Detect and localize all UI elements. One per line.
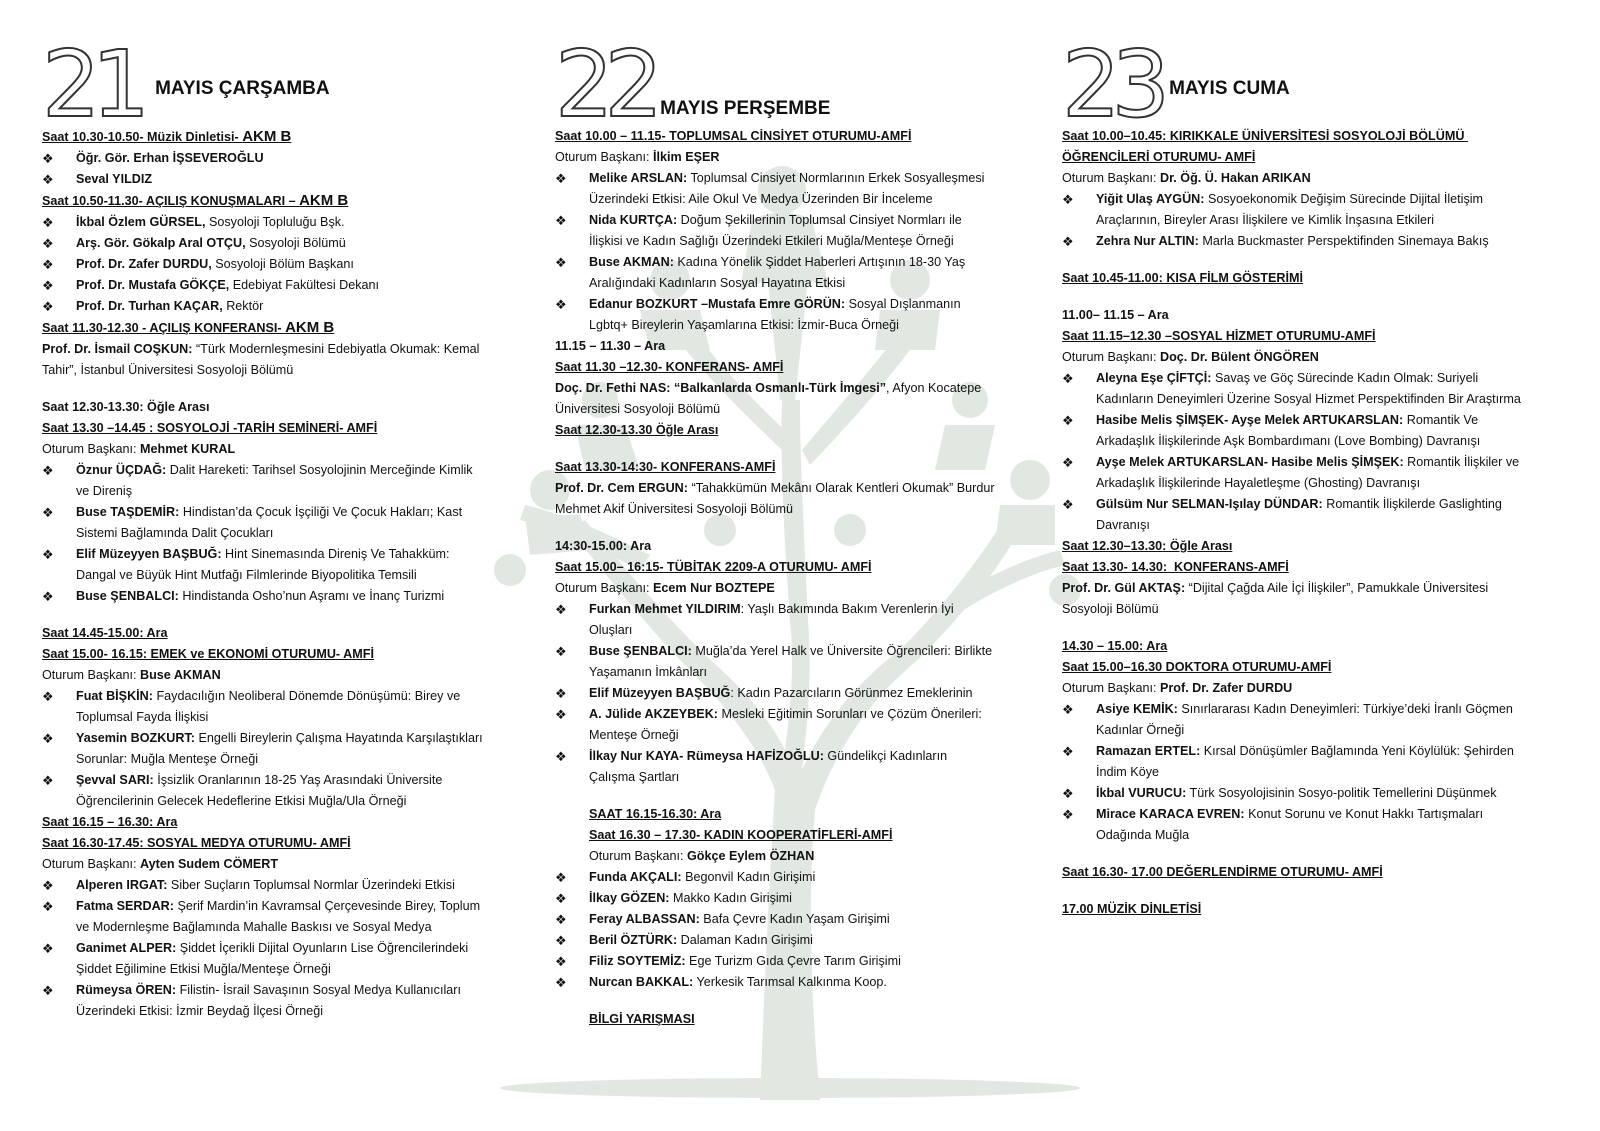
- list-item: [555, 746, 995, 788]
- day-column-22: [555, 31, 995, 1030]
- list-item: [42, 275, 487, 296]
- session-time-title: Saat 16.15 – 16.30: Ara: [42, 815, 178, 829]
- speaker-name: Melike ARSLAN:: [589, 171, 688, 185]
- chair-name: Ecem Nur BOZTEPE: [653, 581, 775, 595]
- session-time-title: BİLGİ YARIŞMASI: [589, 1012, 695, 1026]
- session-time-title: Saat 12.30-13.30 Öğle Arası: [555, 423, 719, 437]
- conference-speaker: [555, 478, 995, 520]
- speaker-name: Prof. Dr. İsmail COŞKUN:: [42, 342, 193, 356]
- session-time-title: Saat 10.45-11.00: KISA FİLM GÖSTERİMİ: [1062, 271, 1303, 285]
- speaker-name: Alperen IRGAT:: [76, 878, 168, 892]
- speaker-name: Hasibe Melis ŞİMŞEK- Ayşe Melek ARTUKARSLAN:: [1096, 413, 1404, 427]
- session-chair: [555, 147, 995, 168]
- day-column-23: [1062, 31, 1532, 920]
- diamond-bullet-icon: ❖: [42, 589, 54, 604]
- speaker-name: Ramazan ERTEL:: [1096, 744, 1201, 758]
- list-item: [42, 980, 487, 1022]
- list-item: [42, 938, 487, 980]
- list-item: [555, 683, 995, 704]
- session-time-title: Saat 13.30- 14.30: KONFERANS-AMFİ: [1062, 560, 1289, 574]
- diamond-bullet-icon: ❖: [42, 878, 54, 893]
- chair-name: Mehmet KURAL: [140, 442, 236, 456]
- conference-speaker: [1062, 578, 1532, 620]
- speaker-name: Prof. Dr. Zafer DURDU,: [76, 257, 212, 271]
- talk-title: Savaş ve Göç Sürecinde Kadın Olmak: Suriyeli Kadınların Deneyimleri Üzerine Sosyal Hizmet Perspektifinden Bir Araştırma: [1096, 371, 1521, 406]
- talk-title: Siber Suçların Toplumsal Normlar Üzerindeki Etkisi: [167, 878, 455, 892]
- list-item: [555, 168, 995, 210]
- session-venue: AKM B: [242, 128, 292, 145]
- speaker-name: Seval YILDIZ: [76, 172, 153, 186]
- list-item: [555, 951, 995, 972]
- talk-title: Filistin- İsrail Savaşının Sosyal Medya Kullanıcıları Üzerindeki Etkisi: İzmir Beydağ İlçesi Örneği: [76, 983, 461, 1018]
- speaker-name: Gülsüm Nur SELMAN-Işılay DÜNDAR:: [1096, 497, 1323, 511]
- talk-title: Engelli Bireylerin Çalışma Hayatında Karşılaştıkları Sorunlar: Muğla Menteşe Örneği: [76, 731, 483, 766]
- list-item: [42, 544, 487, 586]
- spacer: [42, 607, 487, 623]
- chair-label: Oturum Başkanı:: [555, 150, 653, 164]
- diamond-bullet-icon: ❖: [555, 255, 567, 270]
- diamond-bullet-icon: ❖: [42, 463, 54, 478]
- talk-title: Konut Sorunu ve Konut Hakkı Tartışmaları Odağında Muğla: [1096, 807, 1484, 842]
- list-item: [42, 770, 487, 812]
- speaker-name: Prof. Dr. Gül AKTAŞ:: [1062, 581, 1186, 595]
- list-item: [42, 586, 487, 607]
- session-time-title: 14.30 – 15.00: Ara: [1062, 639, 1168, 653]
- session-time-title: Saat 16.30-17.45: SOSYAL MEDYA OTURUMU- AMFİ: [42, 836, 351, 850]
- speaker-name: Buse ŞENBALCI:: [589, 644, 692, 658]
- chair-name: Gökçe Eylem ÖZHAN: [687, 849, 815, 863]
- session-chair: [1062, 168, 1532, 189]
- session-heading: [42, 623, 487, 644]
- session-heading: [1062, 268, 1532, 289]
- diamond-bullet-icon: ❖: [42, 278, 54, 293]
- session-heading: [1062, 557, 1532, 578]
- spacer: [1062, 620, 1532, 636]
- day-title: MAYIS PERŞEMBE: [660, 98, 831, 119]
- speaker-name: İkbal VURUCU:: [1096, 786, 1187, 800]
- speaker-name: A. Jülide AKZEYBEK:: [589, 707, 718, 721]
- diamond-bullet-icon: ❖: [555, 870, 567, 885]
- session-heading: [555, 804, 995, 825]
- list-item: [42, 233, 487, 254]
- session-heading: [555, 1009, 995, 1030]
- list-item: [1062, 783, 1532, 804]
- talk-title: Faydacılığın Neoliberal Dönemde Dönüşümü: Birey ve Toplumsal Fayda İlişkisi: [76, 689, 461, 724]
- session-heading: [1062, 305, 1532, 326]
- chair-name: Prof. Dr. Zafer DURDU: [1160, 681, 1293, 695]
- session-heading: [1062, 899, 1532, 920]
- list-item: [42, 254, 487, 275]
- diamond-bullet-icon: ❖: [42, 215, 54, 230]
- list-item: [555, 888, 995, 909]
- speaker-name: Filiz SOYTEMİZ:: [589, 954, 686, 968]
- session-heading: [555, 336, 995, 357]
- session-time-title: Saat 15.00– 16:15- TÜBİTAK 2209-A OTURUMU- AMFİ: [555, 560, 872, 574]
- talk-title: Gündelikçi Kadınların Çalışma Şartları: [589, 749, 948, 784]
- speaker-name: Asiye KEMİK:: [1096, 702, 1178, 716]
- speaker-name: Nurcan BAKKAL:: [589, 975, 694, 989]
- diamond-bullet-icon: ❖: [42, 689, 54, 704]
- session-time-title: Saat 10.00–10.45: KIRIKKALE ÜNİVERSİTESİ SOSYOLOJİ BÖLÜMÜ ÖĞRENCİLERİ OTURUMU- AMFİ: [1062, 129, 1468, 164]
- diamond-bullet-icon: ❖: [555, 975, 567, 990]
- speaker-name: Buse AKMAN:: [589, 255, 674, 269]
- talk-title: , Afyon Kocatepe Üniversitesi Sosyoloji Bölümü: [555, 381, 982, 416]
- schedule-list: [42, 126, 487, 1022]
- spacer: [1062, 289, 1532, 305]
- chair-name: Ayten Sudem CÖMERT: [140, 857, 279, 871]
- diamond-bullet-icon: ❖: [1062, 497, 1074, 512]
- session-heading: [555, 825, 995, 846]
- diamond-bullet-icon: ❖: [42, 299, 54, 314]
- speaker-name: Öznur ÜÇDAĞ:: [76, 463, 167, 477]
- session-time-title: Saat 10.00 – 11.15- TOPLUMSAL CİNSİYET OTURUMU-AMFİ: [555, 129, 912, 143]
- session-heading: [42, 317, 487, 339]
- speaker-name: Yasemin BOZKURT:: [76, 731, 195, 745]
- list-item: [1062, 741, 1532, 783]
- chair-label: Oturum Başkanı:: [1062, 681, 1160, 695]
- list-item: [1062, 410, 1532, 452]
- talk-title: Toplumsal Cinsiyet Normlarının Erkek Sosyalleşmesi Üzerindeki Etkisi: Aile Okul Ve Medya Üzerinden Bir İnceleme: [589, 171, 985, 206]
- diamond-bullet-icon: ❖: [1062, 807, 1074, 822]
- talk-title: Kadına Yönelik Şiddet Haberleri Artışının 18-30 Yaş Aralığındaki Kadınların Sosyal Hayatına Etkisi: [589, 255, 966, 290]
- list-item: [555, 909, 995, 930]
- diamond-bullet-icon: ❖: [555, 954, 567, 969]
- diamond-bullet-icon: ❖: [42, 899, 54, 914]
- spacer: [42, 381, 487, 397]
- talk-title: Romantik İlişkiler ve Arkadaşlık İlişkilerinde Hayaletleşme (Ghosting) Davranışı: [1096, 455, 1520, 490]
- list-item: [1062, 368, 1532, 410]
- diamond-bullet-icon: ❖: [42, 941, 54, 956]
- talk-title: Dalit Hareketi: Tarihsel Sosyolojinin Merceğinde Kimlik ve Direniş: [76, 463, 473, 498]
- session-heading: [42, 418, 487, 439]
- diamond-bullet-icon: ❖: [1062, 786, 1074, 801]
- session-heading: [42, 126, 487, 148]
- talk-title: Kırsal Dönüşümler Bağlamında Yeni Köylülük: Şehirden İndim Köye: [1096, 744, 1514, 779]
- speaker-name: İlkay GÖZEN:: [589, 891, 670, 905]
- talk-title: Sosyoloji Topluluğu Bşk.: [205, 215, 345, 229]
- talk-title: Sosyal Dışlanmanın Lgbtq+ Bireylerin Yaşamlarına Etkisi: İzmir-Buca Örneği: [589, 297, 961, 332]
- speaker-name: Furkan Mehmet YILDIRIM: [589, 602, 741, 616]
- session-time-title: Saat 10.50-11.30- AÇILIŞ KONUŞMALARI –: [42, 194, 300, 208]
- session-time-title: Saat 10.30-10.50- Müzik Dinletisi-: [42, 130, 243, 144]
- day-number: 23: [1062, 31, 1162, 138]
- list-item: [42, 502, 487, 544]
- diamond-bullet-icon: ❖: [42, 151, 54, 166]
- diamond-bullet-icon: ❖: [42, 983, 54, 998]
- speaker-name: Doç. Dr. Fethi NAS: “Balkanlarda Osmanlı-Türk İmgesi”: [555, 381, 887, 395]
- chair-label: Oturum Başkanı:: [42, 857, 140, 871]
- speaker-name: Ganimet ALPER:: [76, 941, 177, 955]
- diamond-bullet-icon: ❖: [42, 236, 54, 251]
- session-time-title: Saat 13.30 –14.45 : SOSYOLOJİ -TARİH SEMİNERİ- AMFİ: [42, 421, 378, 435]
- diamond-bullet-icon: ❖: [555, 171, 567, 186]
- speaker-name: Yiğit Ulaş AYGÜN:: [1096, 192, 1205, 206]
- speaker-name: Prof. Dr. Cem ERGUN:: [555, 481, 688, 495]
- talk-title: : Yaşlı Bakımında Bakım Verenlerin İyi Oluşları: [589, 602, 954, 637]
- diamond-bullet-icon: ❖: [555, 707, 567, 722]
- diamond-bullet-icon: ❖: [1062, 702, 1074, 717]
- list-item: [555, 294, 995, 336]
- diamond-bullet-icon: ❖: [42, 505, 54, 520]
- talk-title: Romantik Ve Arkadaşlık İlişkilerinde Aşk Bombardımanı (Love Bombing) Davranışı: [1096, 413, 1481, 448]
- diamond-bullet-icon: ❖: [555, 891, 567, 906]
- speaker-name: Feray ALBASSAN:: [589, 912, 700, 926]
- session-heading: [555, 420, 995, 441]
- talk-title: “Türk Modernleşmesini Edebiyatla Okumak: Kemal Tahir”, İstanbul Üniversitesi Sosyoloji Bölümü: [42, 342, 480, 377]
- list-item: [1062, 804, 1532, 846]
- session-chair: [42, 439, 487, 460]
- speaker-name: Fatma SERDAR:: [76, 899, 174, 913]
- list-item: [555, 867, 995, 888]
- speaker-name: Elif Müzeyyen BAŞBUĞ: [589, 686, 731, 700]
- session-heading: [555, 357, 995, 378]
- speaker-name: Nida KURTÇA:: [589, 213, 678, 227]
- day-number: 22: [555, 31, 655, 138]
- talk-title: Bafa Çevre Kadın Yaşam Girişimi: [699, 912, 890, 926]
- list-item: [42, 686, 487, 728]
- chair-name: Doç. Dr. Bülent ÖNGÖREN: [1160, 350, 1319, 364]
- diamond-bullet-icon: ❖: [42, 257, 54, 272]
- list-item: [1062, 452, 1532, 494]
- session-chair: [42, 665, 487, 686]
- list-item: [555, 641, 995, 683]
- session-venue: AKM B: [285, 319, 335, 336]
- speaker-name: Ayşe Melek ARTUKARSLAN- Hasibe Melis ŞİMŞEK:: [1096, 455, 1404, 469]
- diamond-bullet-icon: ❖: [1062, 413, 1074, 428]
- day-header: [1062, 31, 1532, 138]
- list-item: [42, 296, 487, 317]
- spacer: [555, 520, 995, 536]
- talk-title: Marla Buckmaster Perspektifinden Sinemaya Bakış: [1198, 234, 1489, 248]
- list-item: [1062, 231, 1532, 252]
- day-column-21: [42, 31, 487, 1022]
- speaker-name: Aleyna Eşe ÇİFTÇİ:: [1096, 371, 1212, 385]
- session-time-title: 17.00 MÜZİK DİNLETİSİ: [1062, 902, 1202, 916]
- schedule-list: [1062, 126, 1532, 920]
- spacer: [555, 993, 995, 1009]
- list-item: [42, 460, 487, 502]
- talk-title: “Tahakkümün Mekânı Olarak Kentleri Okumak” Burdur Mehmet Akif Üniversitesi Sosyoloji Bölümü: [555, 481, 995, 516]
- session-time-title: Saat 15.00–16.30 DOKTORA OTURUMU-AMFİ: [1062, 660, 1332, 674]
- chair-label: Oturum Başkanı:: [42, 442, 140, 456]
- talk-title: Begonvil Kadın Girişimi: [681, 870, 816, 884]
- session-time-title: Saat 11.15–12.30 –SOSYAL HİZMET OTURUMU-AMFİ: [1062, 329, 1376, 343]
- talk-title: Mesleki Eğitimin Sorunları ve Çözüm Önerileri: Menteşe Örneği: [589, 707, 982, 742]
- talk-title: Sınırlararası Kadın Deneyimleri: Türkiye’deki İranlı Göçmen Kadınlar Örneği: [1096, 702, 1513, 737]
- session-heading: [42, 833, 487, 854]
- diamond-bullet-icon: ❖: [555, 644, 567, 659]
- talk-title: : Kadın Pazarcıların Görünmez Emeklerinin: [730, 686, 973, 700]
- session-time-title: 11.00– 11.15 – Ara: [1062, 308, 1169, 322]
- talk-title: Rektör: [222, 299, 264, 313]
- talk-title: Edebiyat Fakültesi Dekanı: [229, 278, 380, 292]
- talk-title: Türk Sosyolojisinin Sosyo-politik Temellerini Düşünmek: [1186, 786, 1497, 800]
- diamond-bullet-icon: ❖: [555, 213, 567, 228]
- session-heading: [1062, 326, 1532, 347]
- list-item: [1062, 699, 1532, 741]
- diamond-bullet-icon: ❖: [555, 933, 567, 948]
- list-item: [555, 252, 995, 294]
- session-heading: [555, 536, 995, 557]
- diamond-bullet-icon: ❖: [555, 749, 567, 764]
- list-item: [555, 210, 995, 252]
- talk-title: Muğla’da Yerel Halk ve Üniversite Öğrencileri: Birlikte Yaşamanın İmkânları: [589, 644, 993, 679]
- list-item: [42, 169, 487, 190]
- diamond-bullet-icon: ❖: [1062, 455, 1074, 470]
- day-title: MAYIS CUMA: [1169, 78, 1290, 99]
- speaker-name: İkbal Özlem GÜRSEL,: [76, 215, 206, 229]
- diamond-bullet-icon: ❖: [555, 297, 567, 312]
- session-time-title: Saat 16.30- 17.00 DEĞERLENDİRME OTURUMU- AMFİ: [1062, 865, 1383, 879]
- talk-title: Hindistan’da Çocuk İşçiliği Ve Çocuk Hakları; Kast Sistemi Bağlamında Dalit Çocukları: [76, 505, 463, 540]
- chair-name: Buse AKMAN: [140, 668, 221, 682]
- session-chair: [1062, 678, 1532, 699]
- session-heading: [1062, 636, 1532, 657]
- list-item: [555, 599, 995, 641]
- diamond-bullet-icon: ❖: [1062, 371, 1074, 386]
- session-heading: [1062, 126, 1532, 168]
- talk-title: Makko Kadın Girişimi: [669, 891, 792, 905]
- session-heading: [42, 644, 487, 665]
- diamond-bullet-icon: ❖: [555, 912, 567, 927]
- session-heading: [42, 812, 487, 833]
- day-title: MAYIS ÇARŞAMBA: [155, 78, 330, 99]
- list-item: [1062, 189, 1532, 231]
- talk-title: Ege Turizm Gıda Çevre Tarım Girişimi: [685, 954, 901, 968]
- session-venue: AKM B: [299, 192, 349, 209]
- list-item: [42, 212, 487, 233]
- speaker-name: İlkay Nur KAYA- Rümeysa HAFİZOĞLU:: [589, 749, 824, 763]
- chair-label: Oturum Başkanı:: [555, 581, 653, 595]
- speaker-name: Buse TAŞDEMİR:: [76, 505, 180, 519]
- talk-title: İşsizlik Oranlarının 18-25 Yaş Arasındaki Üniversite Öğrencilerinin Gelecek Hedeflerine Etkisi Muğla/Ula Örneği: [76, 773, 443, 808]
- speaker-name: Mirace KARACA EVREN:: [1096, 807, 1245, 821]
- talk-title: Doğum Şekillerinin Toplumsal Cinsiyet Normları ile İlişkisi ve Kadın Sağlığı Üzerindeki Etkileri Muğla/Menteşe Örneği: [589, 213, 962, 248]
- spacer: [555, 788, 995, 804]
- talk-title: Romantik İlişkilerde Gaslighting Davranışı: [1096, 497, 1502, 532]
- conference-speaker: [555, 378, 995, 420]
- talk-title: “Dijital Çağda Aile İçi İlişkiler”, Pamukkale Üniversitesi Sosyoloji Bölümü: [1062, 581, 1489, 616]
- session-heading: [555, 557, 995, 578]
- chair-label: Oturum Başkanı:: [589, 849, 687, 863]
- session-time-title: Saat 11.30-12.30 - AÇILIŞ KONFERANSI-: [42, 321, 286, 335]
- chair-label: Oturum Başkanı:: [1062, 171, 1160, 185]
- session-chair: [42, 854, 487, 875]
- list-item: [42, 896, 487, 938]
- speaker-name: Fuat BİŞKİN:: [76, 689, 153, 703]
- speaker-name: Rümeysa ÖREN:: [76, 983, 177, 997]
- session-heading: [1062, 862, 1532, 883]
- session-time-title: 11.15 – 11.30 – Ara: [555, 339, 666, 353]
- session-heading: [1062, 657, 1532, 678]
- session-time-title: Saat 14.45-15.00: Ara: [42, 626, 168, 640]
- spacer: [555, 441, 995, 457]
- speaker-name: Elif Müzeyyen BAŞBUĞ:: [76, 547, 222, 561]
- list-item: [42, 728, 487, 770]
- talk-title: Sosyoloji Bölüm Başkanı: [211, 257, 354, 271]
- session-heading: [555, 126, 995, 147]
- talk-title: Dalaman Kadın Girişimi: [677, 933, 813, 947]
- list-item: [42, 875, 487, 896]
- session-chair: [1062, 347, 1532, 368]
- session-time-title: Saat 15.00- 16.15: EMEK ve EKONOMİ OTURUMU- AMFİ: [42, 647, 374, 661]
- speaker-name: Şevval SARI:: [76, 773, 154, 787]
- spacer: [1062, 846, 1532, 862]
- talk-title: Hint Sinemasında Direniş Ve Tahakküm: Dangal ve Büyük Hint Mutfağı Filmlerinde Biyopolitika Temsili: [76, 547, 450, 582]
- session-time-title: Saat 11.30 –12.30- KONFERANS- AMFİ: [555, 360, 784, 374]
- list-item: [555, 704, 995, 746]
- chair-name: Dr. Öğ. Ü. Hakan ARIKAN: [1160, 171, 1311, 185]
- speaker-name: Edanur BOZKURT –Mustafa Emre GÖRÜN:: [589, 297, 846, 311]
- list-item: [555, 972, 995, 993]
- diamond-bullet-icon: ❖: [42, 731, 54, 746]
- session-heading: [42, 190, 487, 212]
- spacer: [1062, 883, 1532, 899]
- session-time-title: SAAT 16.15-16.30: Ara: [589, 807, 722, 821]
- session-heading: [42, 397, 487, 418]
- list-item: [555, 930, 995, 951]
- diamond-bullet-icon: ❖: [1062, 234, 1074, 249]
- diamond-bullet-icon: ❖: [1062, 192, 1074, 207]
- talk-title: Sosyoloji Bölümü: [245, 236, 346, 250]
- list-item: [42, 148, 487, 169]
- list-item: [1062, 494, 1532, 536]
- talk-title: Sosyoekonomik Değişim Sürecinde Dijital İletişim Araçlarının, Bireyler Arası İlişkilere ve Kimlik İnşasına Etkileri: [1096, 192, 1484, 227]
- speaker-name: Arş. Gör. Gökalp Aral OTÇU,: [76, 236, 246, 250]
- speaker-name: Prof. Dr. Turhan KAÇAR,: [76, 299, 223, 313]
- diamond-bullet-icon: ❖: [42, 172, 54, 187]
- diamond-bullet-icon: ❖: [555, 602, 567, 617]
- session-time-title: 14:30-15.00: Ara: [555, 539, 652, 553]
- diamond-bullet-icon: ❖: [42, 547, 54, 562]
- diamond-bullet-icon: ❖: [555, 686, 567, 701]
- speaker-name: Prof. Dr. Mustafa GÖKÇE,: [76, 278, 230, 292]
- talk-title: Şiddet İçerikli Dijital Oyunların Lise Öğrencilerindeki Şiddet Eğilimine Etkisi Muğla/Menteşe Örneği: [76, 941, 469, 976]
- chair-label: Oturum Başkanı:: [1062, 350, 1160, 364]
- schedule-list: [555, 126, 995, 1030]
- speaker-name: Zehra Nur ALTIN:: [1096, 234, 1199, 248]
- speaker-name: Buse ŞENBALCI:: [76, 589, 179, 603]
- session-heading: [1062, 536, 1532, 557]
- talk-title: Yerkesik Tarımsal Kalkınma Koop.: [693, 975, 887, 989]
- speaker-name: Funda AKÇALI:: [589, 870, 682, 884]
- talk-title: Şerif Mardin’in Kavramsal Çerçevesinde Birey, Toplum ve Modernleşme Bağlamında Mahalle Baskısı ve Sosyal Medya: [76, 899, 481, 934]
- session-chair: [555, 846, 995, 867]
- session-chair: [555, 578, 995, 599]
- day-number: 21: [42, 31, 142, 138]
- session-time-title: Saat 16.30 – 17.30- KADIN KOOPERATİFLERİ-AMFİ: [589, 828, 893, 842]
- chair-label: Oturum Başkanı:: [42, 668, 140, 682]
- chair-name: İlkim EŞER: [653, 150, 720, 164]
- session-heading: [555, 457, 995, 478]
- session-time-title: Saat 12.30–13.30: Öğle Arası: [1062, 539, 1233, 553]
- conference-speaker: [42, 339, 487, 381]
- spacer: [1062, 252, 1532, 268]
- session-time-title: Saat 12.30-13.30: Öğle Arası: [42, 400, 210, 414]
- speaker-name: Beril ÖZTÜRK:: [589, 933, 678, 947]
- diamond-bullet-icon: ❖: [42, 773, 54, 788]
- talk-title: Hindistanda Osho’nun Aşramı ve İnanç Turizmi: [178, 589, 445, 603]
- session-time-title: Saat 13.30-14:30- KONFERANS-AMFİ: [555, 460, 776, 474]
- speaker-name: Öğr. Gör. Erhan İŞSEVEROĞLU: [76, 151, 264, 165]
- diamond-bullet-icon: ❖: [1062, 744, 1074, 759]
